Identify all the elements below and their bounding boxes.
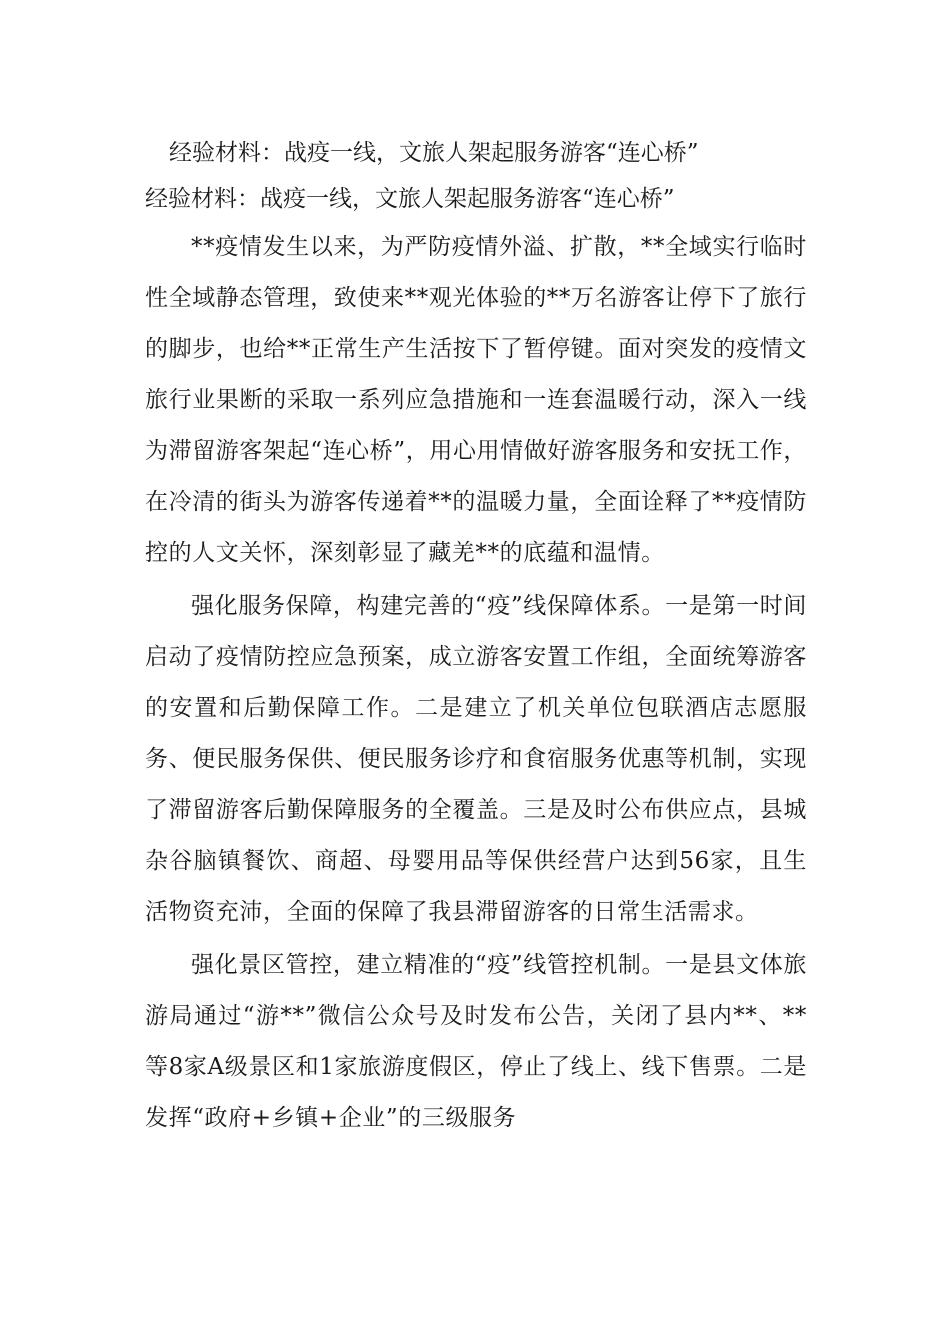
- paragraph-scenic-control: 强化景区管控，建立精准的“疫”线管控机制。一是县文体旅游局通过“游**”微信公众号及时发布公告，关闭了县内**、**等8家A级景区和1家旅游度假区，停止了线上、线下售票。二是发挥“政府+乡镇+企业”的三级服务: [145, 952, 807, 1131]
- document-title-repeat: 经验材料：战疫一线，文旅人架起服务游客“连心桥”: [145, 186, 675, 212]
- paragraph-service-guarantee: 强化服务保障，构建完善的“疫”线保障体系。一是第一时间启动了疫情防控应急预案，成立游客安置工作组，全面统筹游客的安置和后勤保障工作。二是建立了机关单位包联酒店志愿服务、便民服务保供、便民服务诊疗和食宿服务优惠等机制，实现了滞留游客后勤保障服务的全覆盖。三是及时公布供应点，县城杂谷脑镇餐饮、商超、母婴用品等保供经营户达到56家，且生活物资充沛，全面的保障了我县滞留游客的日常生活需求。: [145, 593, 807, 925]
- document-body: [145, 130, 807, 1144]
- paragraph-intro: **疫情发生以来，为严防疫情外溢、扩散，**全域实行临时性全域静态管理，致使来**观光体验的**万名游客让停下了旅行的脚步，也给**正常生产生活按下了暂停键。面对突发的疫情文旅行业果断的采取一系列应急措施和一连套温暖行动，深入一线为滞留游客架起“连心桥”，用心用情做好游客服务和安抚工作，在冷清的街头为游客传递着**的温暖力量，全面诠释了**疫情防控的人文关怀，深刻彰显了藏羌**的底蕴和温情。: [145, 234, 807, 566]
- document-title: 经验材料：战疫一线，文旅人架起服务游客“连心桥”: [169, 140, 699, 166]
